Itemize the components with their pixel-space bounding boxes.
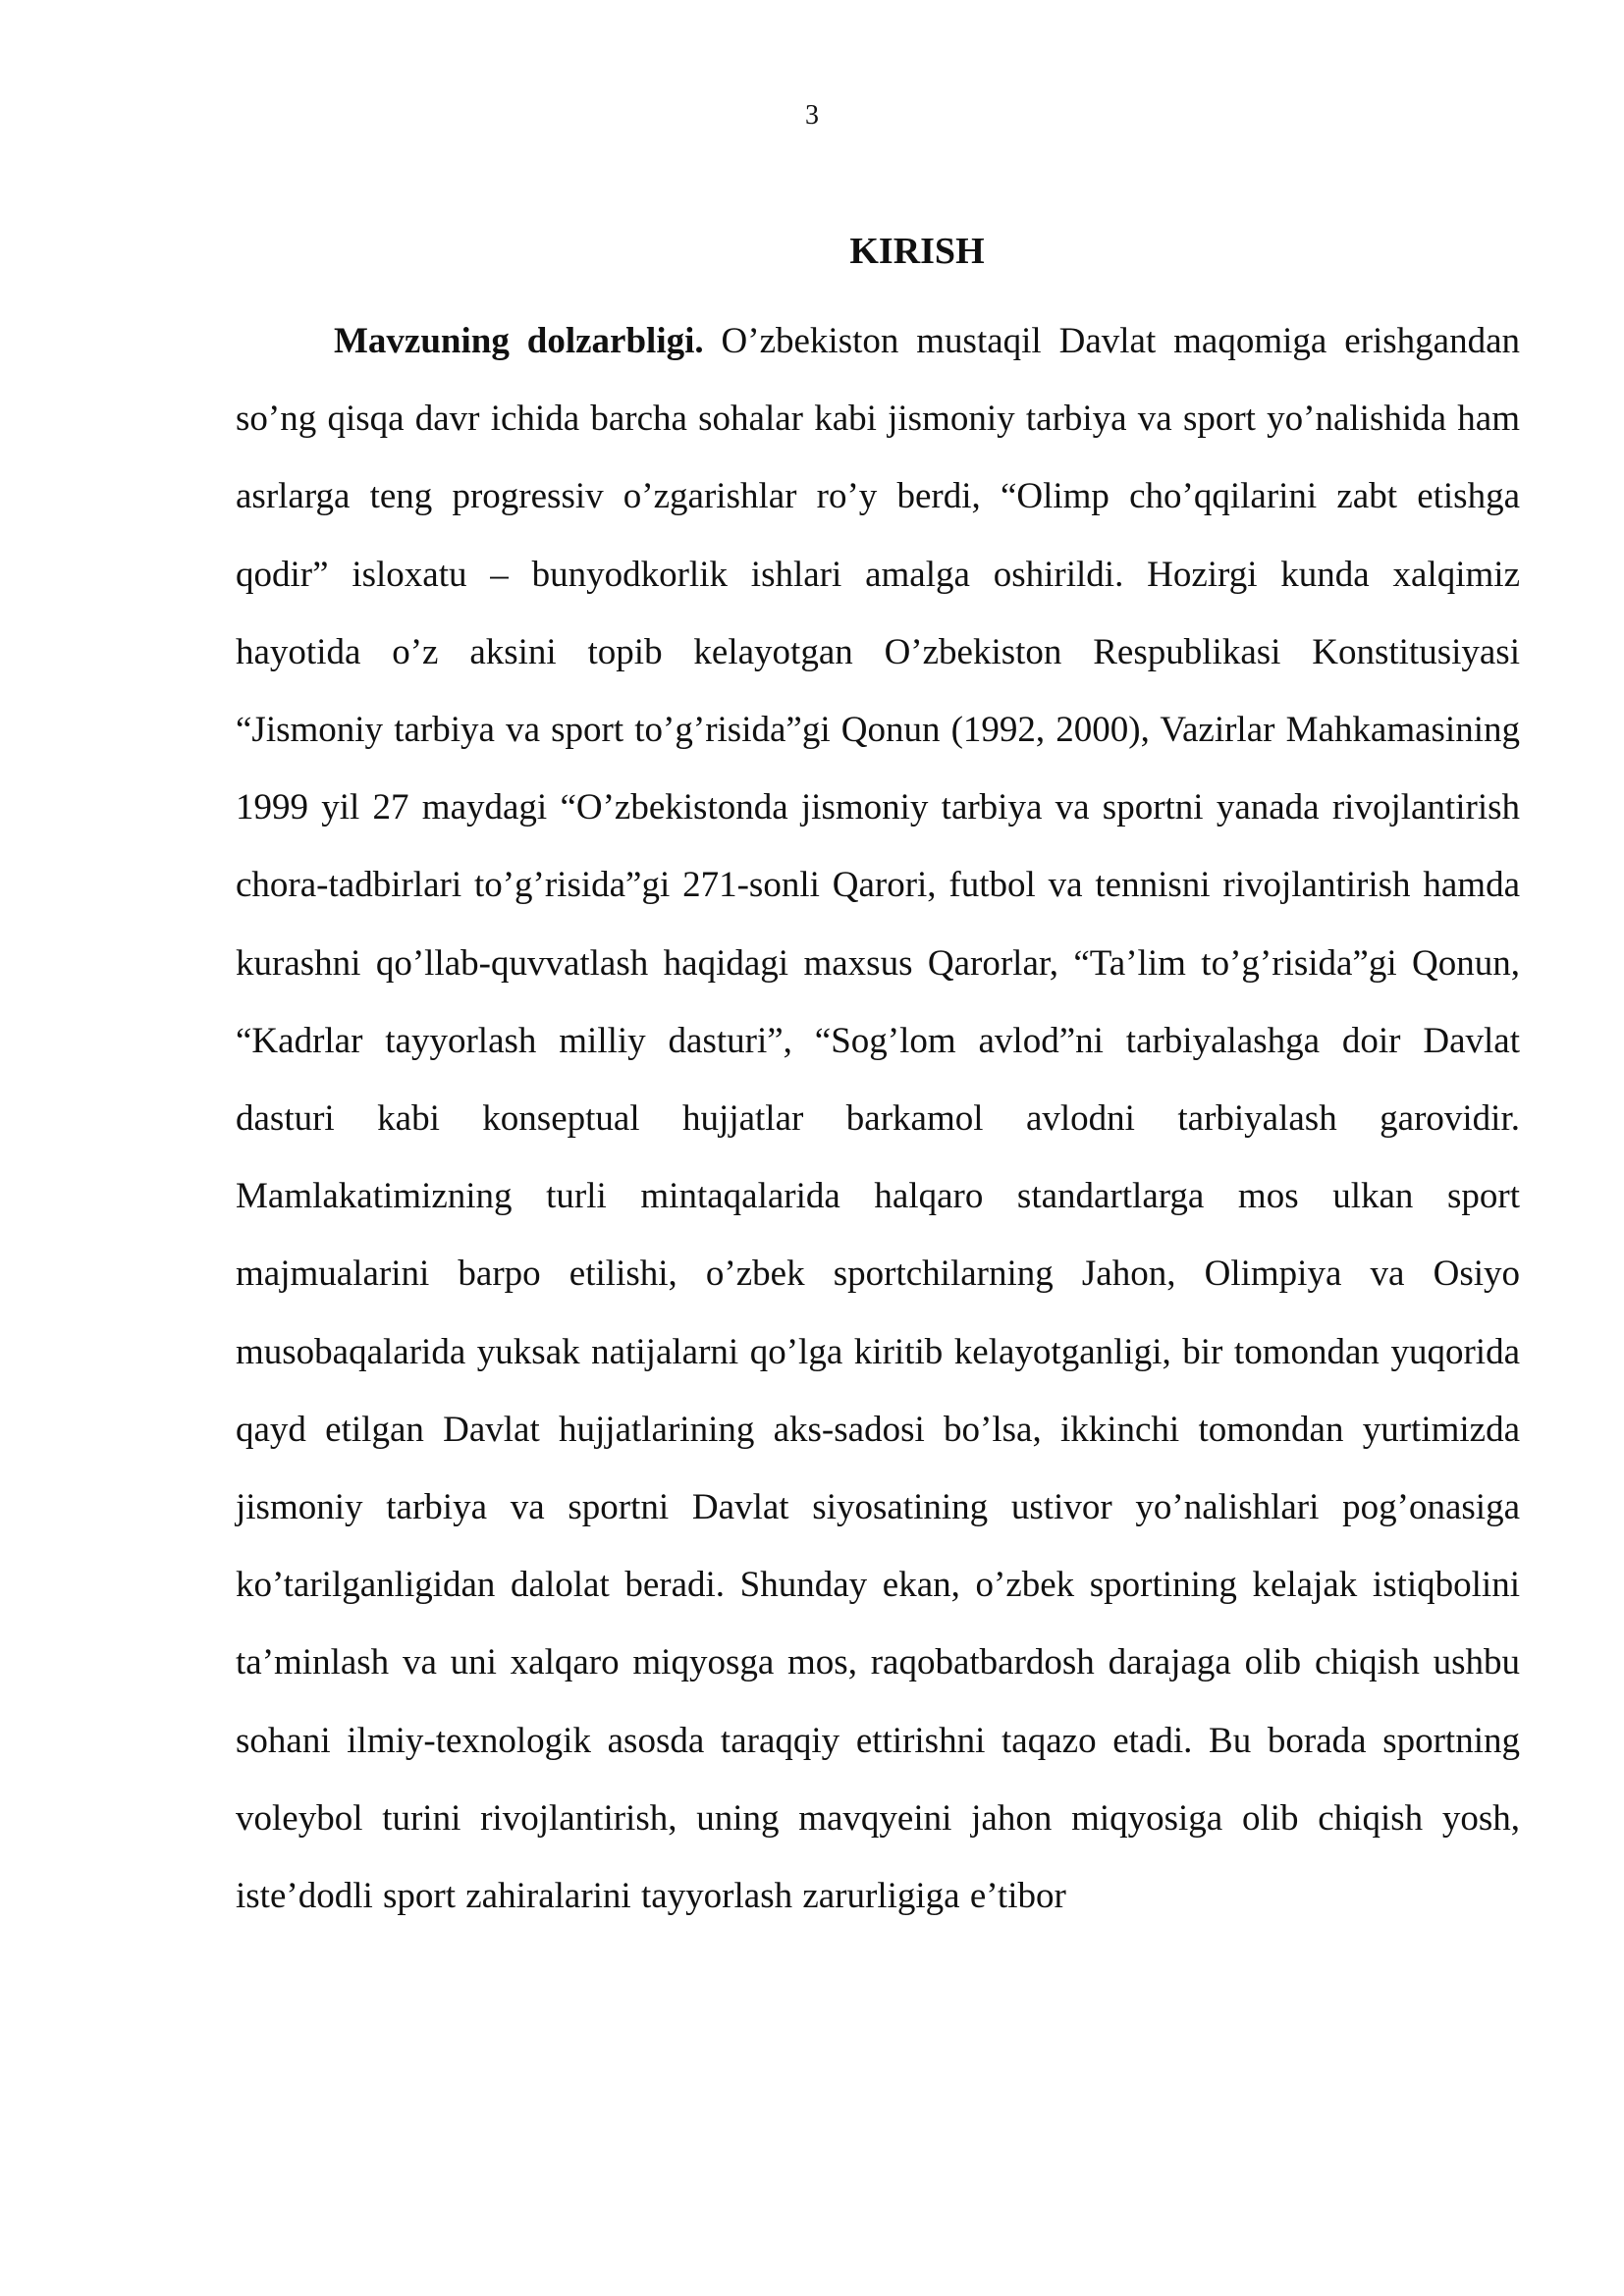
paragraph-lead: Mavzuning dolzarbligi. (334, 321, 704, 361)
page-content (236, 222, 1520, 1935)
intro-paragraph (236, 302, 1520, 1935)
page-number: 3 (805, 100, 819, 131)
paragraph-body: O’zbekiston mustaqil Davlat maqomiga erishgandan so’ng qisqa davr ichida barcha sohalar kabi jismoniy tarbiya va sport yo’nalishida ham asrlarga teng progressiv o’zgarishlar ro’y berdi, “Olimp cho’qqilarini zabt etishga qodir” isloxatu – bunyodkorlik ishlari amalga oshirildi. Hozirgi kunda xalqimiz hayotida o’z aksini topib kelayotgan O’zbekiston Respublikasi Konstitusiyasi “Jismoniy tarbiya va sport to’g’risida”gi Qonun (1992, 2000), Vazirlar Mahkamasining 1999 yil 27 maydagi “O’zbekistonda jismoniy tarbiya va sportni yanada rivojlantirish chora-tadbirlari to’g’risida”gi 271-sonli Qarori, futbol va tennisni rivojlantirish hamda kurashni qo’llab-quvvatlash haqidagi maxsus Qarorlar, “Ta’lim to’g’risida”gi Qonun, “Kadrlar tayyorlash milliy dasturi”, “Sog’lom avlod”ni tarbiyalashga doir Davlat dasturi kabi konseptual hujjatlar barkamol avlodni tarbiyalash garovidir. Mamlakatimizning turli mintaqalarida halqaro standartlarga mos ulkan sport majmualarini barpo etilishi, o’zbek sportchilarning Jahon, Olimpiya va Osiyo musobaqalarida yuksak natijalarni qo’lga kiritib kelayotganligi, bir tomondan yuqorida qayd etilgan Davlat hujjatlarining aks-sadosi bo’lsa, ikkinchi tomondan yurtimizda jismoniy tarbiya va sportni Davlat siyosatining ustivor yo’nalishlari pog’onasiga ko’tarilganligidan dalolat beradi. Shunday ekan, o’zbek sportining kelajak istiqbolini ta’minlash va uni xalqaro miqyosga mos, raqobatbardosh darajaga olib chiqish ushbu sohani ilmiy-texnologik asosda taraqqiy ettirishni taqazo etadi. Bu borada sportning voleybol turini rivojlantirish, uning mavqyeini jahon miqyosiga olib chiqish yosh, iste’dodli sport zahiralarini tayyorlash zarurligiga e’tibor (236, 321, 1520, 1917)
section-heading: KIRISH (849, 231, 985, 272)
